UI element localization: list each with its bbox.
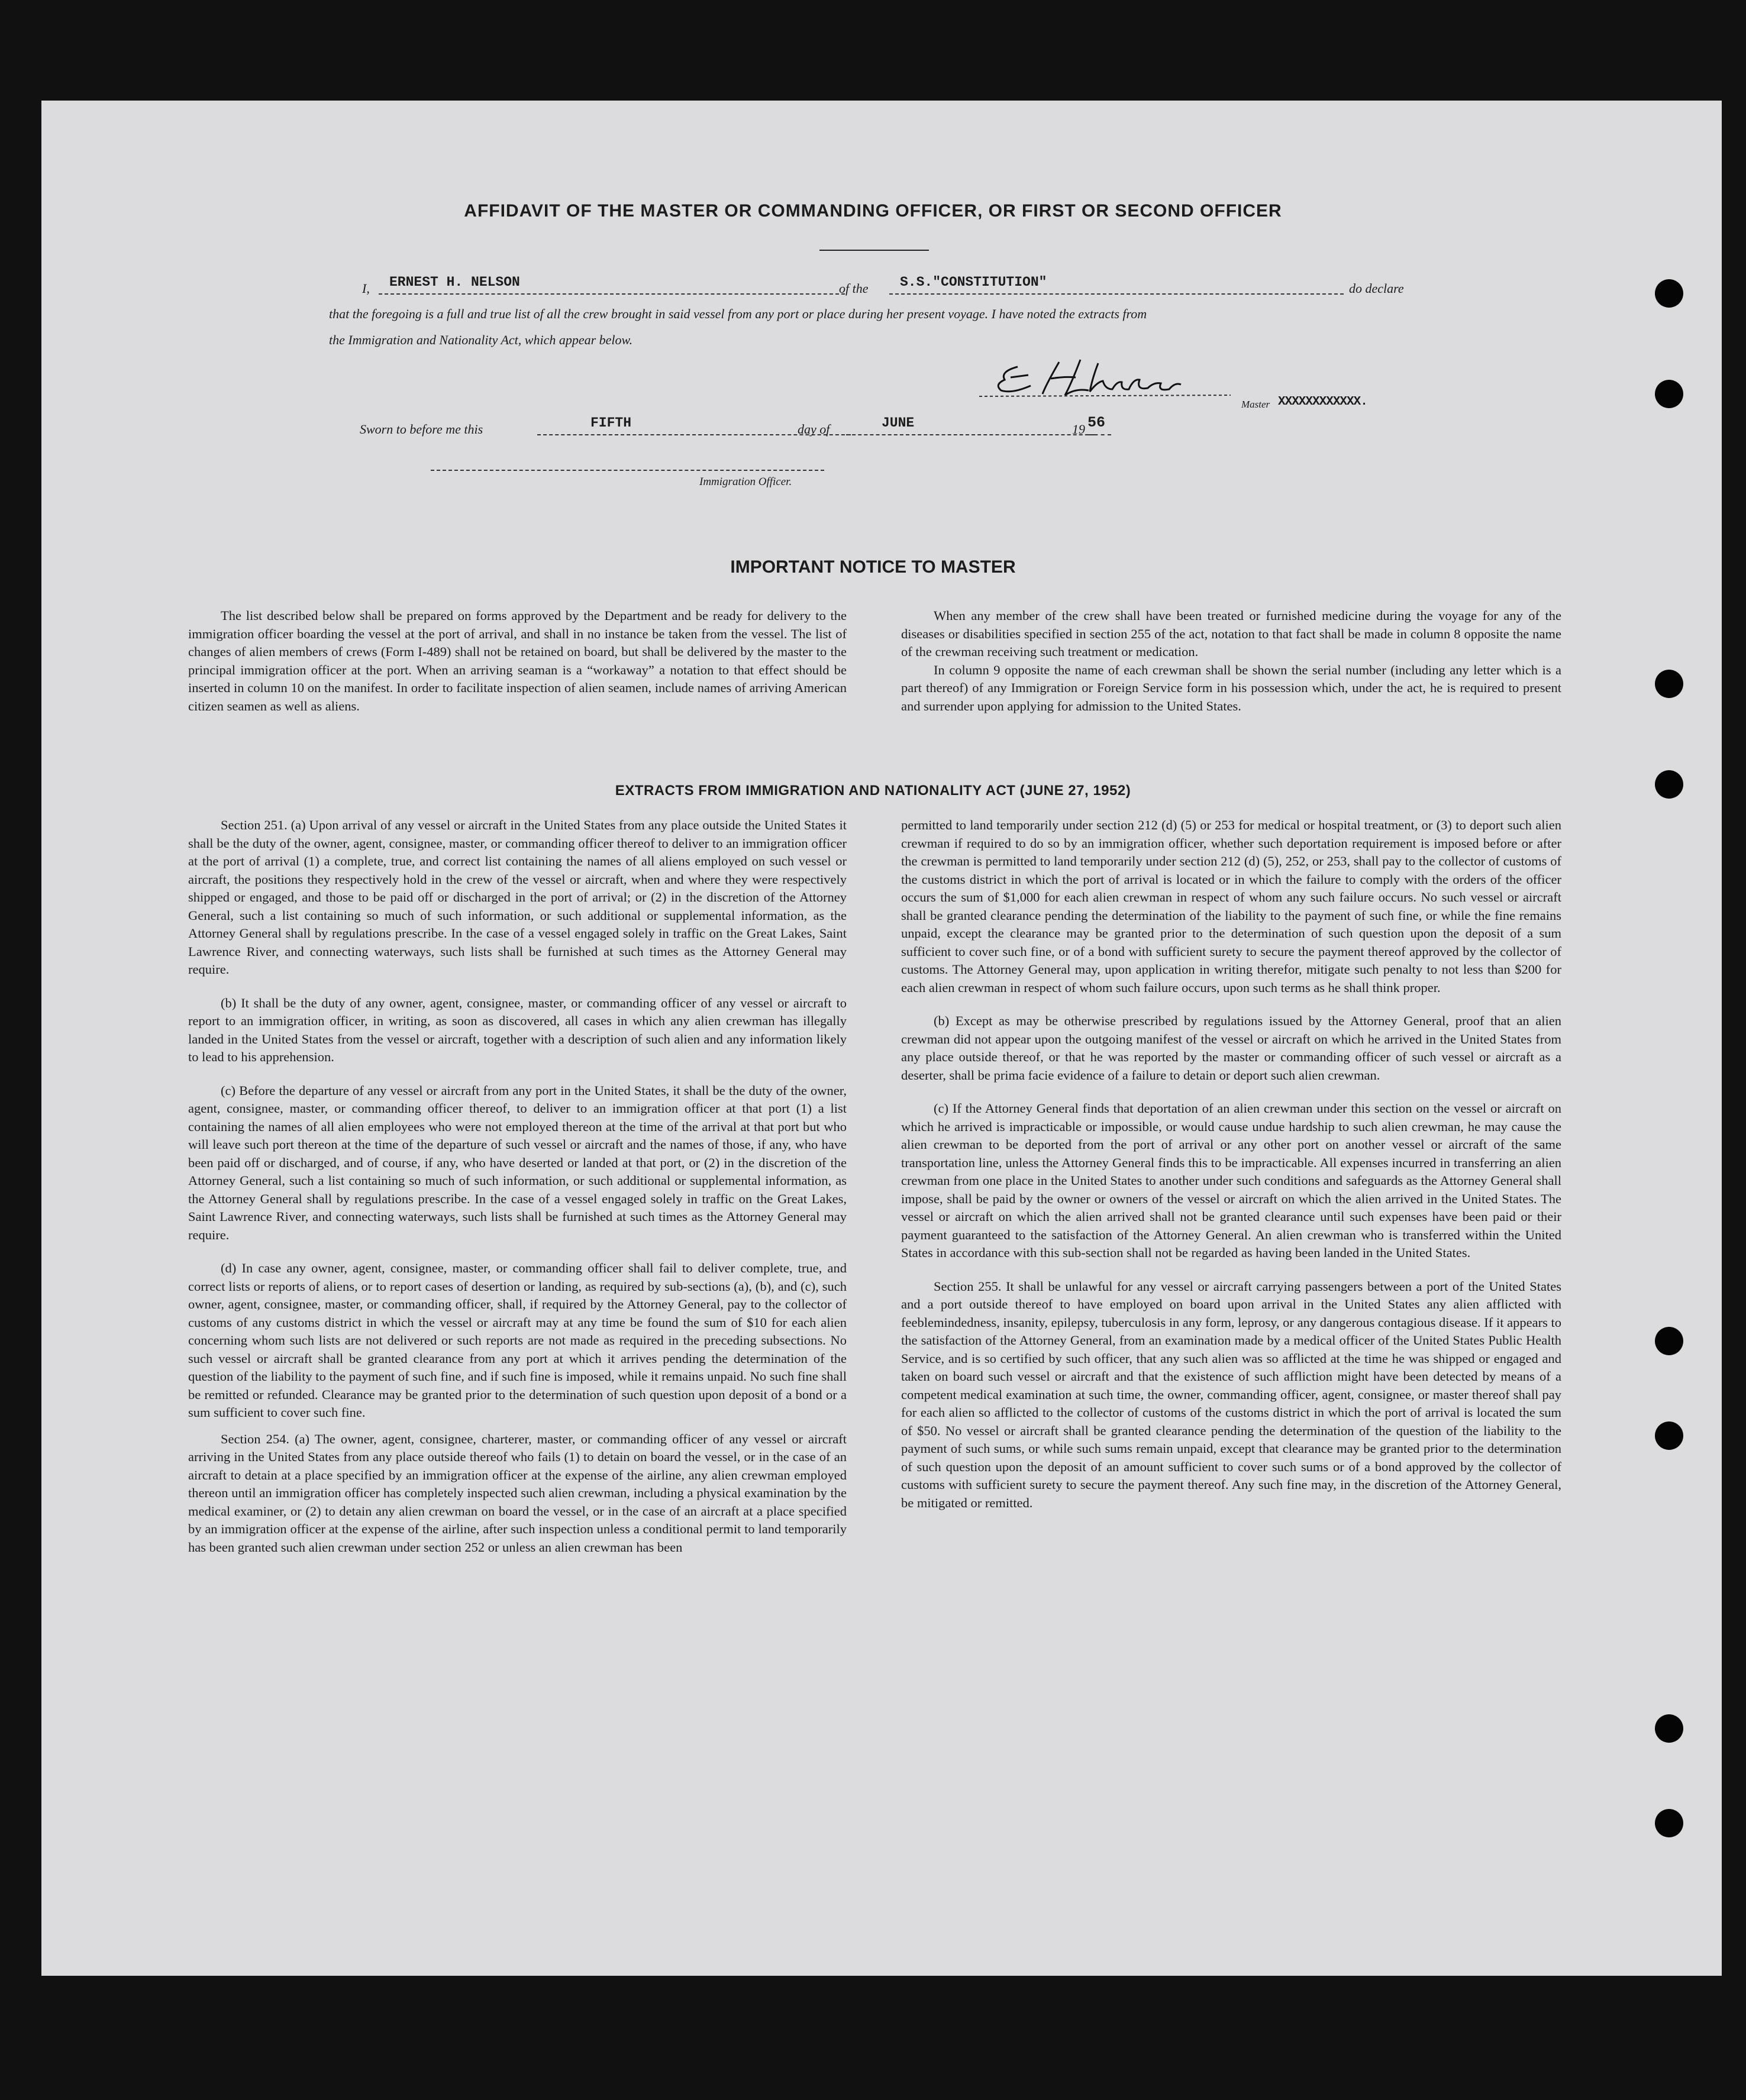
notice-left-paragraph: The list described below shall be prepared on forms approved by the Department and be ready for delivery to the immigration officer boarding the vessel at the port of arrival, and shall in no instance be taken from the vessel. The list of changes of alien members of crews (Form I-489) shall not be retained on board, but shall be delivered by the master to the principal immigration officer at the port. When an arriving seaman is a “workaway” a notation to that effect should be inserted in column 10 on the manifest. In order to facilitate inspection of alien seamen, include names of arriving American citizen seamen as well as aliens. — [188, 608, 847, 713]
officer-signature-line — [431, 470, 824, 471]
section-254-c: (c) If the Attorney General finds that deportation of an alien crewman under this section on the vessel or aircraft on which he arrived is impracticable or impossible, or would cause undue hardship to such alien crewman, he may cause the alien crewman to be deported from the port of arrival or any other port on another vessel or aircraft of the same transportation line, unless the Attorney General finds this to be impracticable. All expenses incurred in transferring an alien crewman from one place in the United States to another under such conditions and safeguards as the Attorney General shall impose, shall be paid by the owner or owners of the vessel or aircraft on which the alien arrived in the United States. The vessel or aircraft on which the alien arrived shall not be granted clearance until such expenses have been paid or their payment guaranteed to the satisfaction of the Attorney General. An alien crewman who is transferred within the United States in accordance with this sub-section shall not be regarded as having been landed in the United States. — [901, 1101, 1561, 1260]
binder-hole — [1655, 670, 1683, 698]
i-label: I, — [362, 281, 370, 296]
declaration-line-2: the Immigration and Nationality Act, which appear below. — [329, 332, 633, 347]
master-signature — [976, 355, 1237, 402]
binder-hole — [1655, 1809, 1683, 1837]
extracts-title: EXTRACTS FROM IMMIGRATION AND NATIONALITY ACT (JUNE 27, 1952) — [615, 783, 1131, 799]
master-label: Master — [1241, 399, 1270, 410]
binder-hole — [1655, 380, 1683, 408]
title-underline — [819, 250, 929, 251]
of-the-label: of the — [839, 281, 869, 296]
officer-label: Immigration Officer. — [699, 476, 792, 488]
sworn-year-field: 56 — [1087, 414, 1111, 435]
section-255: Section 255. It shall be unlawful for any vessel or aircraft carrying passengers between a port of the United States and a port outside thereof to have employed on board upon arrival in the United States any alien afflicted with feeblemindedness, insanity, epilepsy, tuberculosis in any form, leprosy, or any dangerous contagious disease. If it appears to the satisfaction of the Attorney General, from an examination made by a medical officer of the United States Public Health Service, and is so certified by such officer, that any such alien was so afflicted at the time he was shipped or engaged and taken on board such vessel or aircraft and that the existence of such affliction might have been detected by means of a competent medical examination at such time, the owner, commanding officer, agent, consignee, or master thereof shall pay for each alien so afflicted to the collector of customs of the customs district in which the port of arrival is located the sum of $50. No vessel or aircraft shall be granted clearance pending the determination of the question of the liability to the payment of such sums, or while such sums remain unpaid, except that clearance may be granted prior to the determination of such question upon the deposit of an amount sufficient to cover such sums or of a bond approved by the collector of customs with sufficient surety to secure the payment thereof. Any such fine may, in the discretion of the Attorney General, be mitigated or remitted. — [901, 1278, 1561, 1510]
section-254-b: (b) Except as may be otherwise prescribed by regulations issued by the Attorney General, proof that an alien crewman did not appear upon the outgoing manifest of the vessel or aircraft on which he arrived in the United States from any place outside thereof, or that he was reported by the master or commanding officer of such vessel or aircraft as a deserter, shall be prima facie evidence of a failure to detain or deport such alien crewman. — [901, 1013, 1561, 1083]
section-254-a: Section 254. (a) The owner, agent, consignee, charterer, master, or commanding officer of any vessel or aircraft arriving in the United States from any place outside thereof who fails (1) to detain on board the vessel, or in the case of an aircraft to detain at a place specified by an immigration officer at the expense of the airline, any alien crewman employed thereon until an immigration officer has completely inspected such alien crewman, including a physical examination by the medical examiner, or (2) to detain any alien crewman on board the vessel, or in the case of an aircraft at a place specified by an immigration officer at the expense of the airline, after such inspection unless a conditional permit to land temporarily has been granted such alien crewman under section 252 or unless an alien crewman has been — [188, 1431, 847, 1555]
binder-hole — [1655, 1714, 1683, 1743]
year-prefix: 19 — [1072, 422, 1085, 437]
notice-right-column — [901, 607, 1561, 723]
notice-left-column — [188, 607, 847, 723]
binder-hole — [1655, 1421, 1683, 1450]
declaration-line-1: that the foregoing is a full and true list of all the crew brought in said vessel from any port or place during her present voyage. I have noted the extracts from — [329, 306, 1147, 321]
extracts-left-column — [188, 816, 847, 1565]
binder-hole — [1655, 279, 1683, 308]
section-251-c: (c) Before the departure of any vessel or aircraft from any port in the United States, it shall be the duty of the owner, agent, consignee, master, or commanding officer thereof, to deliver to an immigration officer at that port (1) a list containing the names of all alien employees who were not employed thereon at the time of the arrival at that port but who will leave such port thereon at the time of the departure of such vessel or aircraft and the names of those, if any, who have been paid off or discharged, and of course, if any, who have deserted or landed at that port, or (2) in the discretion of the Attorney General, such a list containing so much of such information, or such additional or supplemental information, as the Attorney General shall by regulations prescribe. In the case of a vessel engaged solely in traffic on the Great Lakes, Saint Lawrence River, and connecting waterways, such lists shall be furnished at such times as the Attorney General may require. — [188, 1083, 847, 1242]
master-name-field: ERNEST H. NELSON — [379, 273, 845, 295]
sworn-month-field: JUNE — [846, 414, 1095, 435]
sworn-day-field: FIFTH — [537, 414, 851, 435]
notice-right-paragraph-1: When any member of the crew shall have been treated or furnished medicine during the voyage for any of the diseases or disabilities specified in section 255 of the act, notation to that fact shall be made in column 8 opposite the name of the crewman receiving such treatment or medication. — [901, 608, 1561, 659]
section-251-a: Section 251. (a) Upon arrival of any vessel or aircraft in the United States from any place outside the United States it shall be the duty of the owner, agent, consignee, master, or commanding officer thereof to deliver to an immigration officer at the port of arrival (1) a complete, true, and correct list containing the names of all aliens employed on such vessel or aircraft, the positions they respectively hold in the crew of the vessel or aircraft, when and where they were respectively shipped or engaged, and those to be paid off or discharged in the port of arrival; or (2) in the discretion of the Attorney General, such a list containing so much of such information, or such additional or supplemental information, as the Attorney General shall by regulations prescribe. In the case of a vessel engaged solely in traffic on the Great Lakes, Saint Lawrence River, and connecting waterways, such lists shall be furnished at such times as the Attorney General may require. — [188, 818, 847, 977]
sworn-label: Sworn to before me this — [360, 422, 483, 437]
vessel-name-field: S.S."CONSTITUTION" — [889, 273, 1344, 295]
do-declare-label: do declare — [1349, 281, 1404, 296]
section-251-d: (d) In case any owner, agent, consignee, master, or commanding officer shall fail to deliver complete, true, and correct lists or reports of aliens, or to report cases of desertion or landing, as required by sub-sections (a), (b), and (c), such owner, agent, consignee, master, or commanding officer, shall, if required by the Attorney General, pay to the collector of customs of any customs district in which the vessel or aircraft may at any time be found the sum of $10 for each alien concerning whom such lists are not delivered or such reports are not made as required in the preceding subsections. No such vessel or aircraft shall be granted clearance from any port at which it arrives pending the determination of the question of the liability to the payment of such fine, and if such fine is imposed, while it remains unpaid. No such fine shall be remitted or refunded. Clearance may be granted prior to the determination of such question upon deposit of a bond or a sum sufficient to cover such fine. — [188, 1261, 847, 1420]
notice-right-paragraph-2: In column 9 opposite the name of each crewman shall be shown the serial number (including any letter which is a part thereof) of any Immigration or Foreign Service form in his possession which, under the act, he is required to present and surrender upon applying for admission to the United States. — [901, 662, 1561, 713]
affidavit-title: AFFIDAVIT OF THE MASTER OR COMMANDING OFFICER, OR FIRST OR SECOND OFFICER — [464, 201, 1282, 221]
section-254-a-continued: permitted to land temporarily under section 212 (d) (5) or 253 for medical or hospital treatment, or (3) to deport such alien crewman if required to do so by an immigration officer, whether such deportation requirement is imposed before or after the crewman is permitted to land temporarily under section 212 (d) (5), 252, or 253, shall pay to the collector of customs of the customs district in which the port of arrival is located or in which the failure to comply with the orders of the officer occurs the sum of $1,000 for each alien crewman in respect of whom any such failure occurs. No such vessel or aircraft shall be granted clearance pending the determination of the liability to the payment of such fine, or while the fine remains unpaid, except the clearance may be granted prior to the determination of such question upon the deposit of a sum sufficient to cover such fine, or of a bond with sufficient surety to secure the payment thereof approved by the collector of customs. The Attorney General may, upon application in writing therefor, mitigate such penalty to not less than $200 for each alien crewman in respect of whom such failure occurs, upon such terms as he shall think proper. — [901, 818, 1561, 995]
struck-title: XXXXXXXXXXXX. — [1278, 395, 1367, 409]
day-of-label: day of — [798, 422, 830, 437]
binder-hole — [1655, 1327, 1683, 1355]
notice-title: IMPORTANT NOTICE TO MASTER — [730, 557, 1016, 577]
extracts-right-column — [901, 816, 1561, 1520]
section-251-b: (b) It shall be the duty of any owner, agent, consignee, master, or commanding officer of any vessel or aircraft to report to an immigration officer, in writing, as soon as discovered, all cases in which any alien crewman has illegally landed in the United States from the vessel or aircraft, together with a description of such alien and any information likely to lead to his apprehension. — [188, 995, 847, 1064]
